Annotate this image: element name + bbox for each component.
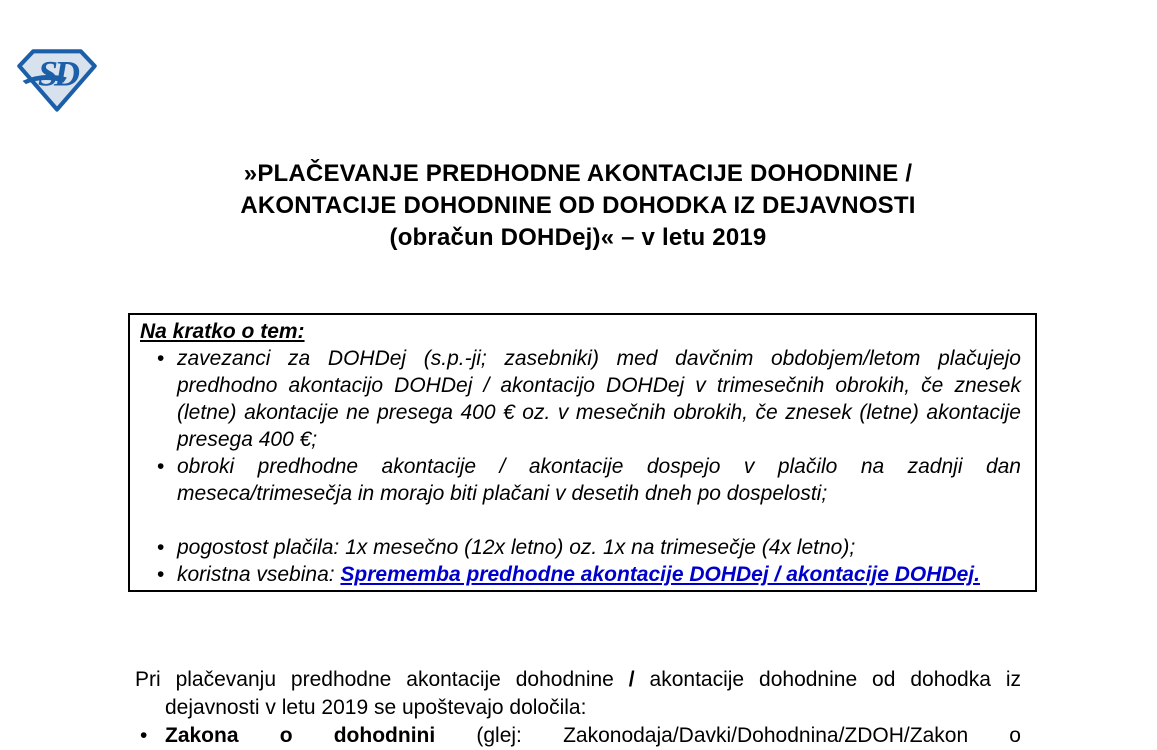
intro-paragraph xyxy=(135,666,1021,722)
zakon-bullet-bold: Zakona o dohodnini xyxy=(165,724,436,747)
summary-bullet-4-prefix: koristna vsebina: xyxy=(177,563,341,586)
body-text xyxy=(135,666,1021,750)
title-line-1: »PLAČEVANJE PREDHODNE AKONTACIJE DOHODNINE / xyxy=(243,160,913,187)
summary-box xyxy=(128,313,1037,592)
summary-bullet-4 xyxy=(140,561,1021,588)
summary-bullet-1: • zavezanci za DOHDej (s.p.-ji; zasebniki) med davčnim obdobjem/letom plačujejo predhodno akontacijo DOHDej / akontacijo DOHDej v trimesečnih obrokih, če znesek (letne) akontacije ne presega 400 € oz. v mesečnih obrokih, če znesek (letne) akontacije presega 400 €; xyxy=(140,345,1021,453)
title-line-2: AKONTACIJE DOHODNINE OD DOHODKA IZ DEJAVNOSTI xyxy=(240,192,916,219)
summary-box-heading: Na kratko o tem: xyxy=(140,320,305,343)
summary-bullet-list xyxy=(140,345,1021,588)
summary-bullet-2: • obroki predhodne akontacije / akontacije dospejo v plačilo na zadnji dan meseca/trimesečja in morajo biti plačani v desetih dneh po dospelosti; xyxy=(140,453,1021,507)
intro-slash: / xyxy=(628,668,635,691)
sd-logo-letters: SD xyxy=(38,53,76,94)
zakon-bullet-rest: (glej: Zakonodaja/Davki/Dohodnina/ZDOH/Zakon o xyxy=(435,724,1021,747)
intro-part-1: Pri plačevanju predhodne akontacije dohodnine xyxy=(135,668,629,691)
sd-shield-icon xyxy=(16,47,98,113)
document-title xyxy=(125,158,1031,254)
sd-logo xyxy=(16,47,98,113)
sprememba-akontacije-link[interactable]: Sprememba predhodne akontacije DOHDej / akontacije DOHDej. xyxy=(340,563,980,586)
title-line-3: (obračun DOHDej)« – v letu 2019 xyxy=(389,224,767,251)
zakon-bullet xyxy=(135,722,1021,750)
summary-bullet-3: • pogostost plačila: 1x mesečno (12x letno) oz. 1x na trimesečje (4x letno); xyxy=(140,534,1021,561)
intro-part-2: akontacije dohodnine od dohodka iz dejavnosti v letu 2019 se upoštevajo določila: xyxy=(165,668,1021,719)
